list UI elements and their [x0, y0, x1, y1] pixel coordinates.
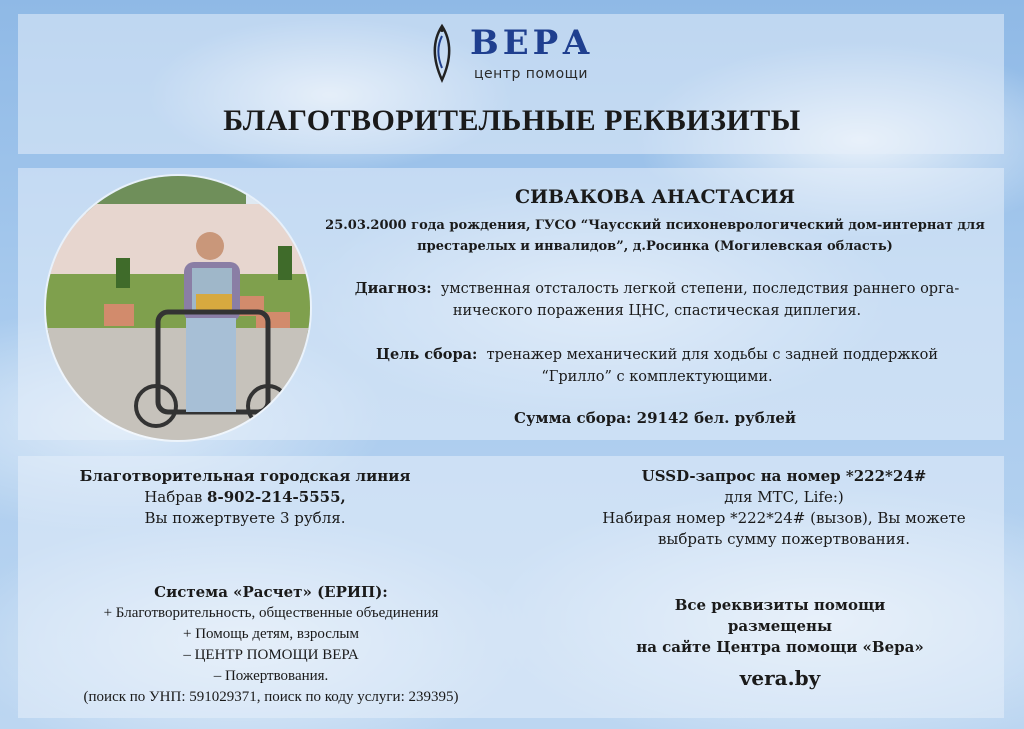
logo-mark-icon: [428, 22, 456, 84]
birth-line-1: 25.03.2000 года рождения, ГУСО “Чаусский психоневрологический дом-интернат для: [325, 218, 985, 233]
hotline-title: Благотворительная городская линия: [79, 467, 411, 485]
site-line-2: размещены: [727, 617, 833, 635]
erip-search: (поиск по УНП: 591029371, поиск по коду услуги: 239395): [83, 689, 459, 705]
website-link[interactable]: vera.by: [739, 666, 821, 690]
logo-subtitle: центр помощи: [474, 66, 588, 82]
ussd-line-2: выбрать сумму пожертвования.: [657, 530, 911, 548]
fundraising-goal: [322, 344, 992, 388]
vera-logo: [428, 22, 618, 86]
erip-path-2: + Помощь детям, взрослым: [182, 626, 360, 642]
goal-label: Цель сбора:: [375, 346, 478, 363]
ussd-title: USSD-запрос на номер *222*24#: [641, 467, 927, 485]
erip-path-4: – Пожертвования.: [213, 668, 329, 684]
erip-title: Система «Расчет» (ЕРИП):: [154, 583, 388, 601]
beneficiary-photo: [44, 174, 312, 442]
erip-path-3: – ЦЕНТР ПОМОЩИ ВЕРА: [183, 647, 359, 663]
site-line-1: Все реквизиты помощи: [674, 596, 886, 614]
ussd-block: [564, 466, 1004, 550]
hotline-amount: Вы пожертвуете 3 рубля.: [144, 509, 346, 527]
logo-name: ВЕРА: [470, 23, 594, 63]
website-block: [580, 595, 980, 689]
diagnosis-text-1: умственная отсталость легкой степени, последствия раннего орга-: [440, 281, 960, 297]
fundraising-sum: Сумма сбора: 29142 бел. рублей: [514, 409, 796, 427]
beneficiary-details: [320, 215, 990, 257]
ussd-operators: для МТС, Life:): [724, 488, 844, 506]
diagnosis-text-2: нического поражения ЦНС, спастическая диплегия.: [452, 303, 862, 319]
hotline-dial-prefix: Набрав: [144, 488, 203, 506]
diagnosis: [322, 278, 992, 322]
erip-path-1: + Благотворительность, общественные объединения: [103, 605, 439, 621]
hotline-block: [30, 466, 460, 529]
goal-text-2: “Грилло” с комплектующими.: [541, 369, 773, 385]
ussd-line-1: Набирая номер *222*24# (вызов), Вы можете: [602, 509, 966, 527]
page-title: БЛАГОТВОРИТЕЛЬНЫЕ РЕКВИЗИТЫ: [223, 104, 801, 137]
site-line-3: на сайте Центра помощи «Вера»: [636, 638, 924, 656]
goal-text-1: тренажер механический для ходьбы с задней поддержкой: [486, 347, 939, 363]
birth-line-2: престарелых и инвалидов”, д.Росинка (Могилевская область): [417, 239, 893, 254]
hotline-phone[interactable]: 8-902-214-5555,: [207, 488, 346, 506]
beneficiary-name: СИВАКОВА АНАСТАСИЯ: [514, 186, 796, 208]
erip-block: [26, 582, 516, 708]
diagnosis-label: Диагноз:: [354, 280, 432, 297]
